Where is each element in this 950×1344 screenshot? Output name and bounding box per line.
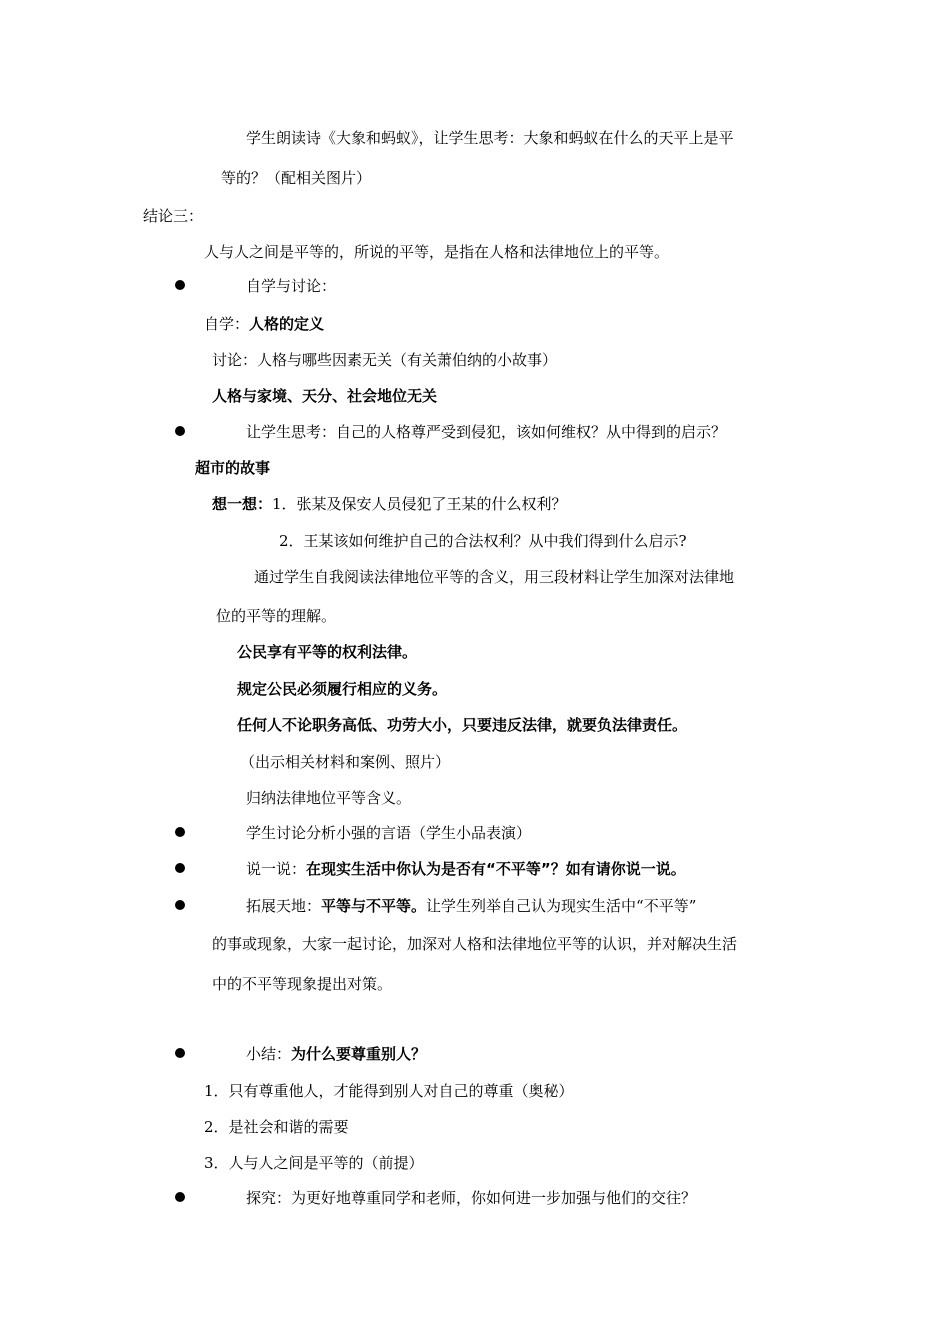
text-line: 2．王某该如何维护自己的合法权利？从中我们得到什么启示?	[279, 532, 687, 550]
text-line: （出示相关材料和案例、照片）	[240, 753, 451, 771]
text-line: 中的不平等现象提出对策。	[212, 975, 393, 993]
bullet-text: 探究：为更好地尊重同学和老师，你如何进一步加强与他们的交往？	[246, 1189, 697, 1207]
text-bold: 在现实生活中你认为是否有“不平等”？如有请你说一说。	[306, 860, 686, 878]
text-label: 小结：	[246, 1045, 292, 1063]
bullet-icon	[175, 426, 185, 436]
text-bold-line: 规定公民必须履行相应的义务。	[237, 680, 448, 698]
bullet-icon	[175, 1048, 185, 1058]
text-label: 说一说：	[246, 860, 307, 878]
bullet-text	[246, 1044, 426, 1064]
list-item: 2．是社会和谐的需要	[204, 1118, 349, 1136]
bullet-text	[246, 896, 696, 916]
bullet-icon	[175, 900, 185, 910]
bullet-icon	[175, 1192, 185, 1202]
text-line: 归纳法律地位平等含义。	[246, 789, 412, 807]
text-bold: 想一想：	[212, 495, 273, 513]
text-bold-line: 任何人不论职务高低、功劳大小，只要违反法律，就要负法律责任。	[237, 716, 688, 734]
subheading: 超市的故事	[195, 459, 271, 477]
list-item: 1．只有尊重他人，才能得到别人对自己的尊重（奥秘）	[204, 1082, 574, 1100]
bullet-icon	[175, 827, 185, 837]
text-bold: 平等与不平等。	[321, 897, 427, 915]
list-item: 3．人与人之间是平等的（前提）	[204, 1154, 424, 1172]
bullet-text	[246, 859, 686, 879]
text-bold: 人格的定义	[249, 315, 325, 333]
text-line	[204, 314, 324, 334]
text-span: 1．张某及保安人员侵犯了王某的什么权利？	[272, 495, 567, 513]
text-line: 学生朗读诗《大象和蚂蚁》，让学生思考：大象和蚂蚁在什么的天平上是平	[246, 129, 734, 147]
bullet-text: 自学与讨论：	[246, 277, 337, 295]
text-label: 拓展天地：	[246, 897, 322, 915]
text-line: 等的？（配相关图片）	[221, 169, 372, 187]
text-line: 人与人之间是平等的，所说的平等，是指在人格和法律地位上的平等。	[204, 243, 670, 261]
text-bold-line: 人格与家境、天分、社会地位无关	[212, 387, 438, 405]
bullet-text: 让学生思考：自己的人格尊严受到侵犯，该如何维权？从中得到的启示？	[246, 423, 727, 441]
text-bold: 为什么要尊重别人？	[291, 1045, 427, 1063]
text-line: 讨论：人格与哪些因素无关（有关萧伯纳的小故事）	[212, 351, 558, 369]
bullet-text: 学生讨论分析小强的言语（学生小品表演）	[246, 824, 532, 842]
bullet-icon	[175, 280, 185, 290]
text-span: 让学生列举自己认为现实生活中“不平等”	[426, 897, 697, 915]
text-line: 通过学生自我阅读法律地位平等的含义，用三段材料让学生加深对法律地	[254, 568, 735, 586]
text-line: 位的平等的理解。	[216, 607, 337, 625]
text-label: 自学：	[204, 315, 250, 333]
text-line	[212, 494, 567, 514]
bullet-icon	[175, 863, 185, 873]
text-line: 的事或现象，大家一起讨论，加深对人格和法律地位平等的认识，并对解决生活	[212, 935, 738, 953]
text-bold-line: 公民享有平等的权利法律。	[237, 643, 418, 661]
section-heading: 结论三：	[143, 207, 204, 225]
